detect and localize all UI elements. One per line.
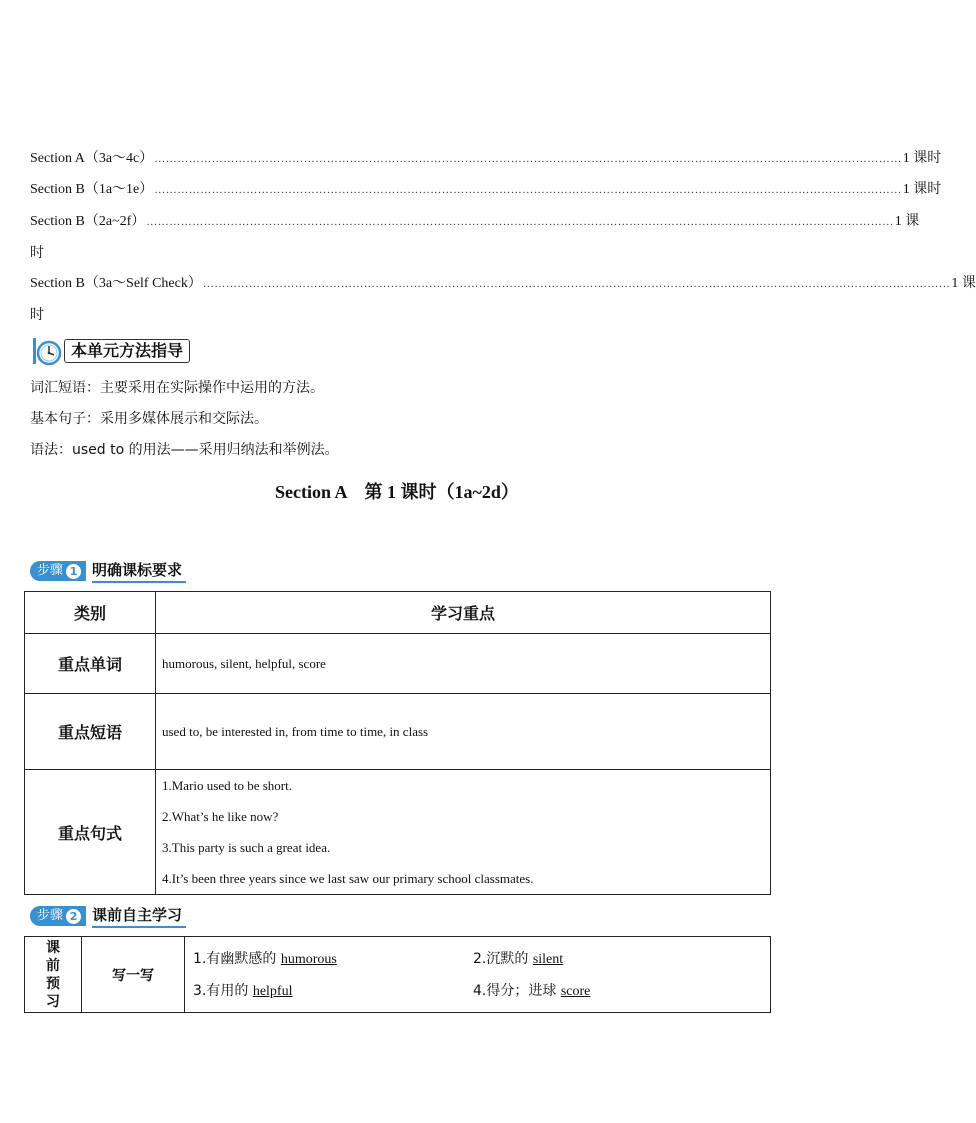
toc-label: Section B（3a～Self Check） <box>30 276 202 291</box>
toc-line <box>30 212 920 232</box>
toc-page: 1 课 <box>894 214 920 229</box>
toc-wrap: 时 <box>30 307 44 323</box>
row-category: 重点句式 <box>25 770 156 895</box>
sentence-item: 1.Mario used to be short. <box>162 778 292 793</box>
step-tag-label: 步骤 <box>37 563 64 578</box>
row-category: 重点短语 <box>25 694 156 770</box>
step-number: 1 <box>66 564 81 579</box>
toc-wrap: 时 <box>30 245 44 261</box>
method-line: 基本句子：采用多媒体展示和交际法。 <box>30 411 268 427</box>
vocab-answer: humorous <box>280 951 337 967</box>
step-number: 2 <box>66 909 81 924</box>
vocab-answer: silent <box>532 951 564 967</box>
vocab-prompt: 3.有用的 <box>193 982 253 999</box>
table-header-row <box>25 592 771 634</box>
vocab-prompt: 2.沉默的 <box>473 950 533 967</box>
toc-line <box>30 180 942 200</box>
clock-icon <box>32 336 62 366</box>
toc-leader: …………………………………………………………………………………………………………………………………………………………………………… <box>154 184 902 196</box>
preview-label-char: 课 <box>46 939 60 956</box>
preview-table <box>24 936 771 1013</box>
toc-label: Section B（2a~2f） <box>30 214 146 229</box>
preview-label-char: 预 <box>46 975 60 992</box>
table-row <box>25 694 771 770</box>
preview-label-char: 习 <box>46 993 60 1010</box>
step-title: 课前自主学习 <box>92 904 186 928</box>
step-tag-label: 步骤 <box>37 908 64 923</box>
toc-page: 1 课 <box>951 276 976 291</box>
row-content: humorous, silent, helpful, score <box>156 634 771 694</box>
toc-label: Section B（1a～1e） <box>30 182 154 197</box>
row-content: used to, be interested in, from time to time, in class <box>156 694 771 770</box>
vocab-row <box>193 975 762 1007</box>
table-row <box>25 937 771 1013</box>
table-row <box>25 770 771 895</box>
step-tag <box>30 906 86 926</box>
step-2-heading <box>30 905 186 927</box>
toc-label: Section A（3a～4c） <box>30 151 154 166</box>
section-title: Section A 第 1 课时（1a~2d） <box>275 482 519 502</box>
method-line: 语法：used to 的用法——采用归纳法和举例法。 <box>30 442 339 458</box>
step-tag <box>30 561 86 581</box>
vocab-items <box>185 937 771 1013</box>
vocab-prompt: 4.得分；进球 <box>473 982 561 999</box>
vocab-item <box>473 975 590 1007</box>
vocab-prompt: 1.有幽默感的 <box>193 950 281 967</box>
toc-leader: …………………………………………………………………………………………………………………………………………………………………………… <box>146 216 894 228</box>
preview-label-char: 前 <box>46 957 60 974</box>
table-header-focus: 学习重点 <box>156 592 771 634</box>
requirements-table <box>24 591 771 895</box>
row-category: 重点单词 <box>25 634 156 694</box>
vocab-item <box>193 975 473 1007</box>
toc-page: 1 课时 <box>902 182 942 197</box>
toc-line <box>30 149 942 169</box>
sentence-item: 3.This party is such a great idea. <box>162 840 331 855</box>
table-row <box>25 634 771 694</box>
method-title: 本单元方法指导 <box>64 339 190 363</box>
preview-label <box>25 937 82 1013</box>
step-title: 明确课标要求 <box>92 559 186 583</box>
row-sentences <box>156 770 771 895</box>
toc-page: 1 课时 <box>902 151 942 166</box>
vocab-answer: score <box>560 983 591 999</box>
vocab-item <box>473 943 563 975</box>
sentence-item: 4.It’s been three years since we last saw our primary school classmates. <box>162 871 534 886</box>
vocab-item <box>193 943 473 975</box>
toc-leader: …………………………………………………………………………………………………………………………………………………………………………… <box>154 153 902 165</box>
sentence-item: 2.What’s he like now? <box>162 809 279 824</box>
toc-line <box>30 274 976 294</box>
method-line: 词汇短语：主要采用在实际操作中运用的方法。 <box>30 380 324 396</box>
method-heading <box>32 337 214 365</box>
write-label: 写一写 <box>82 937 185 1013</box>
toc-leader: …………………………………………………………………………………………………………………………………………………………………………… <box>202 278 951 290</box>
step-1-heading <box>30 560 186 582</box>
vocab-answer: helpful <box>252 983 293 999</box>
table-header-category: 类别 <box>25 592 156 634</box>
vocab-row <box>193 943 762 975</box>
